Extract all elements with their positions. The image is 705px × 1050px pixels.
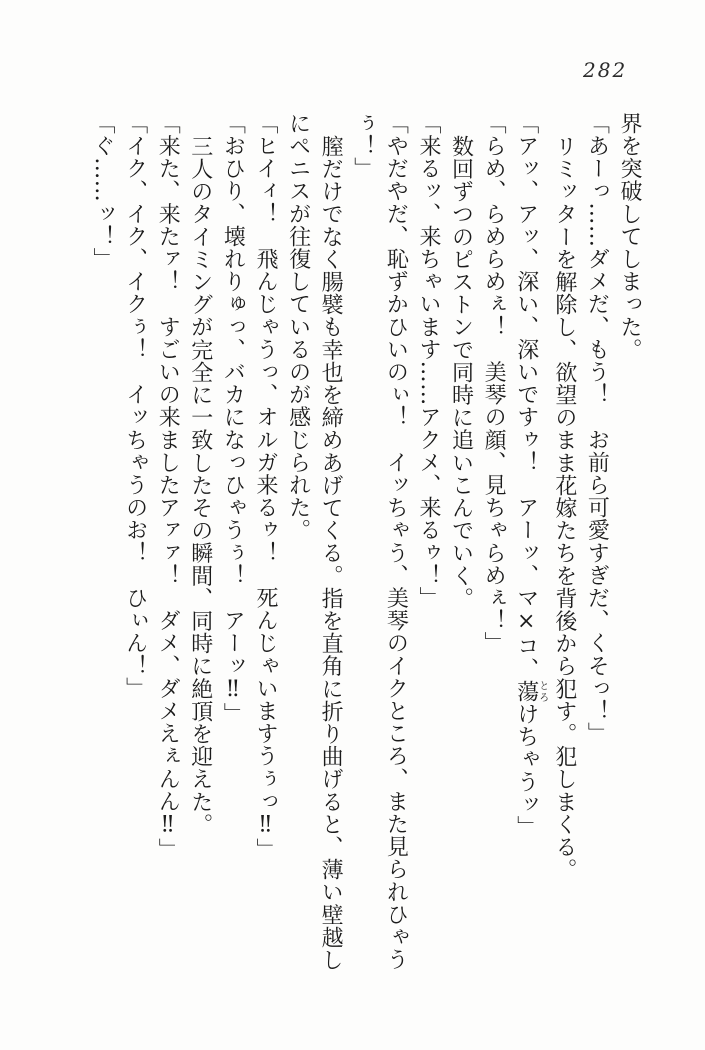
text-line: 「アッ、アッ、深い、深いですゥ！ アーッ、マ×コ、蕩とろけちゃうッ」 [513, 112, 548, 839]
text-line: 「来た、来たァ！ すごいの来ましたアァァ！ ダメ、ダメえぇんん‼」 [155, 112, 181, 861]
text-line: 「やだやだ、恥ずかひいのぃ！ イッちゃう、美琴のイクところ、また見られひゃう [383, 112, 409, 971]
text-line: にペニスが往復しているのが感じられた。 [285, 112, 311, 542]
text-line: 膣だけでなく腸襞も幸也を締めあげてくる。指を直角に折り曲げると、薄い壁越し [318, 135, 344, 972]
text-line: 「ぐ……ッ！」 [90, 112, 115, 271]
text-line: 「おひり、壊れりゅっ、バカになっひゃうぅ！ アーッ‼」 [220, 112, 246, 726]
text-line: 「らめ、らめらめぇ！ 美琴の顔、見ちゃらめぇ！」 [481, 112, 507, 655]
text-line: 界を突破してしまった。 [617, 112, 642, 361]
text-line: ぅ！」 [350, 112, 376, 180]
text-line: 三人のタイミングが完全に一致したその瞬間、同時に絶頂を迎えた。 [187, 135, 213, 836]
text-line: リミッターを解除し、欲望のまま花嫁たちを背後から犯す。犯しまくる。 [551, 135, 577, 881]
text-line: 数回ずつのピストンで同時に追いこんでいく。 [448, 135, 474, 610]
furigana-ruby: 蕩とろ [513, 680, 548, 703]
vertical-text-block [85, 112, 645, 974]
page-number: 282 [583, 58, 628, 82]
text-line: 「来るッ、来ちゃいます……アクメ、来るゥ！」 [415, 112, 441, 610]
text-line: 「あーっ……ダメだ、もう！ お前ら可愛すぎだ、くそっ！」 [584, 112, 610, 745]
text-line: 「イク、イク、イクぅ！ イッちゃうのお！ ひぃん！」 [122, 112, 148, 700]
text-line: 「ヒイィ！ 飛んじゃうっ、オルガ来るゥ！ 死んじゃいますうぅっ‼」 [252, 112, 278, 861]
